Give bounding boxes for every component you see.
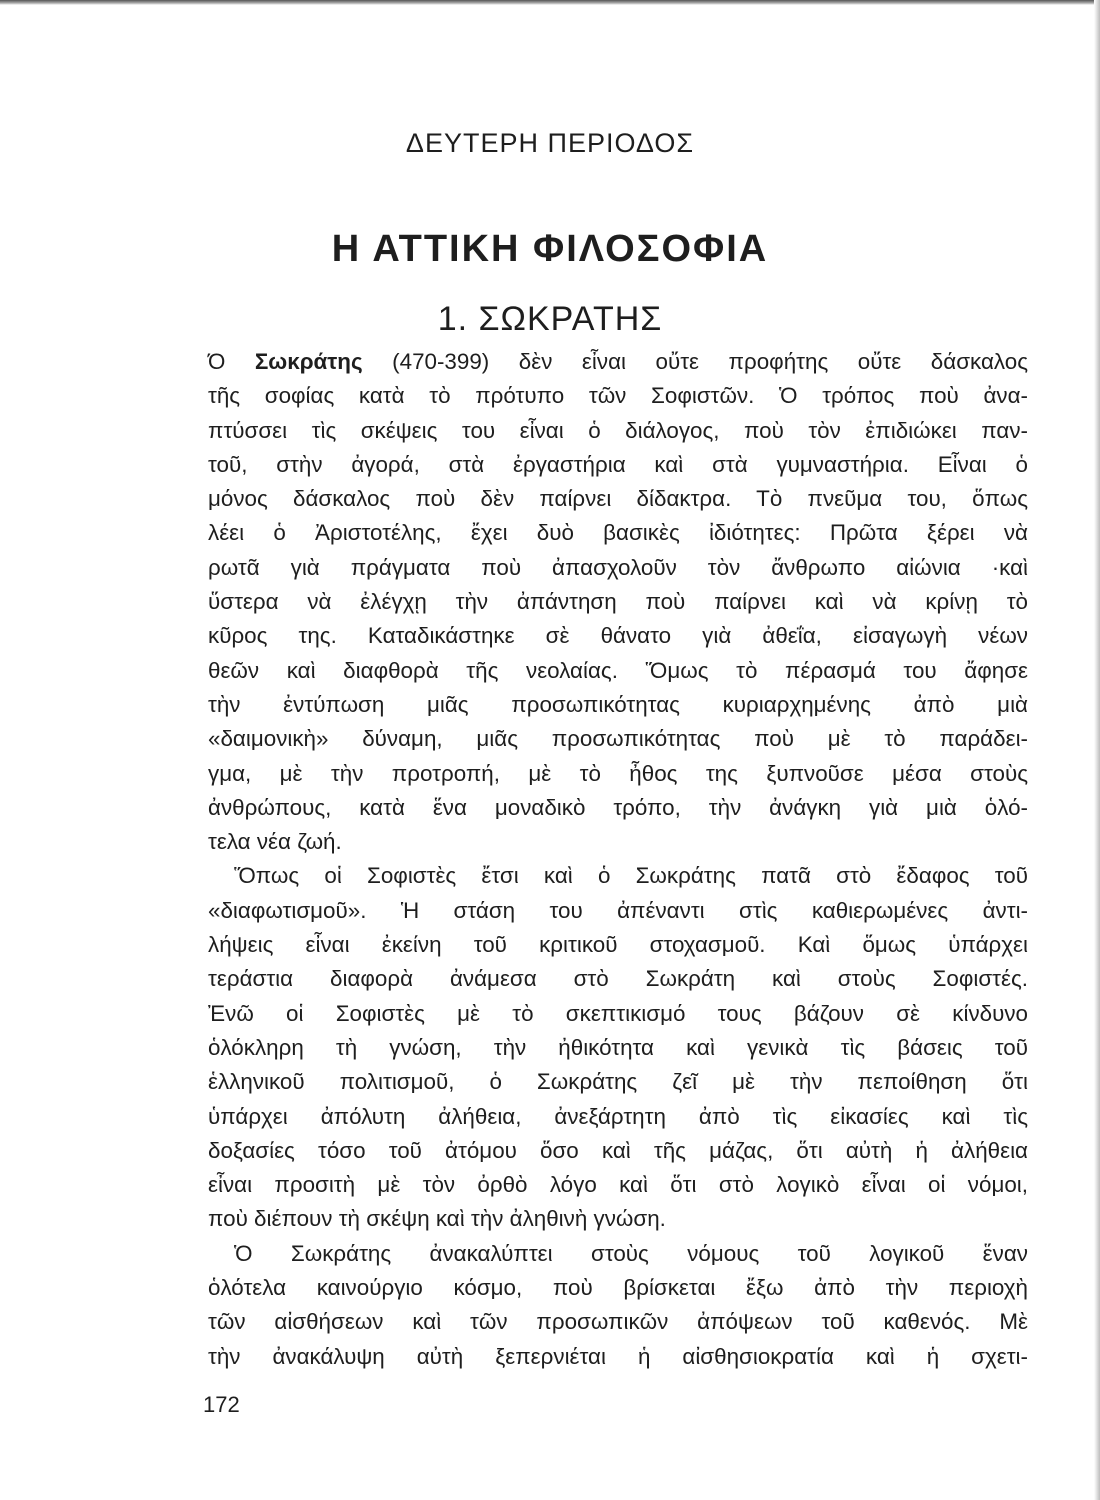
text-line: ἀνθρώπους, κατὰ ἕνα μοναδικὸ τρόπο, τὴν ἀνάγκη γιὰ μιὰ ὁλό- bbox=[208, 794, 1028, 820]
text-line: ρωτᾶ γιὰ πράγματα ποὺ ἀπασχολοῦν τὸν ἄνθρωπο αἰώνια ·καὶ bbox=[208, 554, 1028, 580]
scan-edge-top bbox=[0, 0, 1100, 5]
text-span: Ό bbox=[208, 349, 255, 374]
text-line: πτύσσει τὶς σκέψεις του εἶναι ὁ διάλογος, ποὺ τὸν ἐπιδιώκει παν- bbox=[208, 417, 1028, 443]
text-line: λέει ὁ Ἀριστοτέλης, ἔχει δυὸ βασικὲς ἰδιότητες: Πρῶτα ξέρει νὰ bbox=[208, 520, 1028, 546]
text-line: τῆς σοφίας κατὰ τὸ πρότυπο τῶν Σοφιστῶν. Ὁ τρόπος ποὺ ἀνα- bbox=[208, 383, 1028, 409]
paragraph-2 bbox=[208, 859, 1028, 1236]
text-line: «διαφωτισμοῦ». Ἡ στάση του ἀπέναντι στὶς καθιερωμένες ἀντι- bbox=[208, 897, 1028, 923]
text-line: τὴν ἀνακάλυψη αὐτὴ ξεπερνιέται ἡ αἰσθησιοκρατία καὶ ἡ σχετι- bbox=[208, 1343, 1028, 1369]
text-line: ὁλόκληρη τὴ γνώση, τὴν ἠθικότητα καὶ γενικὰ τὶς βάσεις τοῦ bbox=[208, 1034, 1028, 1060]
text-line: λήψεις εἶναι ἐκείνη τοῦ κριτικοῦ στοχασμοῦ. Καὶ ὅμως ὑπάρχει bbox=[208, 932, 1028, 958]
text-line: θεῶν καὶ διαφθορὰ τῆς νεολαίας. Ὅμως τὸ πέρασμά του ἄφησε bbox=[208, 657, 1028, 683]
text-line: ὕστερα νὰ ἐλέγχῃ τὴν ἀπάντηση ποὺ παίρνει καὶ νὰ κρίνῃ τὸ bbox=[208, 589, 1028, 615]
text-line: ὑπάρχει ἀπόλυτη ἀλήθεια, ἀνεξάρτητη ἀπὸ τὶς εἰκασίες καὶ τὶς bbox=[208, 1103, 1028, 1129]
section-title: 1. ΣΩΚΡΑΤΗΣ bbox=[437, 300, 663, 338]
text-line: τελα νέα ζωή. bbox=[208, 829, 342, 855]
text-line: κῦρος της. Καταδικάστηκε σὲ θάνατο γιὰ ἀθεΐα, εἰσαγωγὴ νέων bbox=[208, 623, 1028, 649]
page-number: 172 bbox=[203, 1392, 240, 1417]
text-line: ὁλότελα καινούργιο κόσμο, ποὺ βρίσκεται ἔξω ἀπὸ τὴν περιοχὴ bbox=[208, 1275, 1028, 1301]
text-line: γμα, μὲ τὴν προτροπή, μὲ τὸ ἦθος της ξυπνοῦσε μέσα στοὺς bbox=[208, 760, 1028, 786]
text-line: τῶν αἰσθήσεων καὶ τῶν προσωπικῶν ἀπόψεων τοῦ καθενός. Μὲ bbox=[208, 1309, 1028, 1335]
text-line: τὴν ἐντύπωση μιᾶς προσωπικότητας κυριαρχημένης ἀπὸ μιὰ bbox=[208, 691, 1028, 717]
text-line: δοξασίες τόσο τοῦ ἀτόμου ὅσο καὶ τῆς μάζας, ὅτι αὐτὴ ἡ ἀλήθεια bbox=[208, 1137, 1028, 1163]
text-line: ἑλληνικοῦ πολιτισμοῦ, ὁ Σωκράτης ζεῖ μὲ τὴν πεποίθηση ὅτι bbox=[208, 1069, 1028, 1095]
text-line: ποὺ διέπουν τὴ σκέψη καὶ τὴν ἀληθινὴ γνώση. bbox=[208, 1206, 666, 1232]
text-line: Ὅπως οἱ Σοφιστὲς ἔτσι καὶ ὁ Σωκράτης πατᾶ στὸ ἔδαφος τοῦ bbox=[234, 863, 1028, 889]
text-line: τεράστια διαφορὰ ἀνάμεσα στὸ Σωκράτη καὶ στοὺς Σοφιστές. bbox=[208, 966, 1028, 992]
text-line: Ὁ Σωκράτης ἀνακαλύπτει στοὺς νόμους τοῦ λογικοῦ ἕναν bbox=[234, 1240, 1028, 1266]
scan-edge-right bbox=[1094, 0, 1100, 1500]
body-text bbox=[208, 345, 1028, 1374]
text-line: μόνος δάσκαλος ποὺ δὲν παίρνει δίδακτρα. Τὸ πνεῦμα του, ὅπως bbox=[208, 486, 1028, 512]
text-span: (470-399) δὲν εἶναι οὔτε προφήτης οὔτε δάσκαλος bbox=[362, 349, 1028, 374]
text-line: εἶναι προσιτὴ μὲ τὸν ὀρθὸ λόγο καὶ ὅτι στὸ λογικὸ εἶναι οἱ νόμοι, bbox=[208, 1172, 1028, 1198]
bold-name: Σωκράτης bbox=[254, 349, 363, 374]
paragraph-3 bbox=[208, 1237, 1028, 1374]
paragraph-1 bbox=[208, 345, 1028, 859]
text-line: «δαιμονικὴ» δύναμη, μιᾶς προσωπικότητας ποὺ μὲ τὸ παράδει- bbox=[208, 726, 1028, 752]
text-line: Ἐνῶ οἱ Σοφιστὲς μὲ τὸ σκεπτικισμό τους βάζουν σὲ κίνδυνο bbox=[208, 1000, 1028, 1026]
text-line: τοῦ, στὴν ἀγορά, στὰ ἐργαστήρια καὶ στὰ γυμναστήρια. Εἶναι ὁ bbox=[208, 451, 1028, 477]
text-line bbox=[208, 345, 1028, 379]
main-title: Η ΑΤΤΙΚΗ ΦΙΛΟΣΟΦΙΑ bbox=[331, 228, 769, 270]
part-heading: ΔΕΥΤΕΡΗ ΠΕΡΙΟΔΟΣ bbox=[405, 128, 695, 158]
